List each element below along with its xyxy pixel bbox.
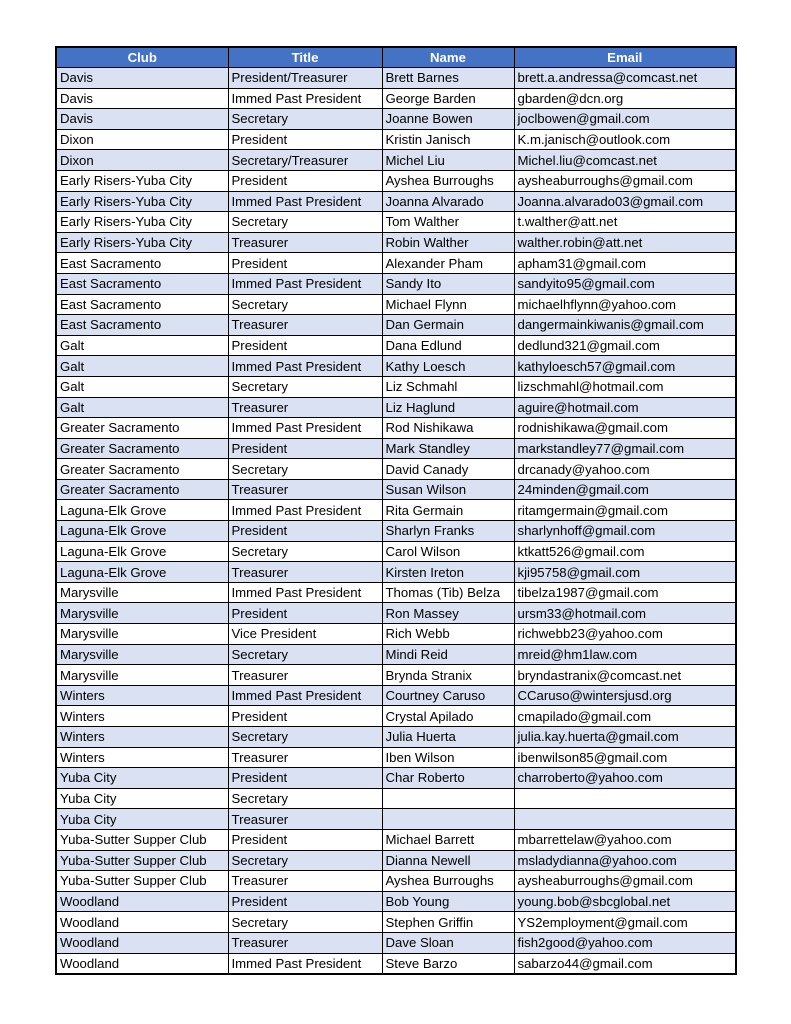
title-cell: Secretary/Treasurer [228, 150, 382, 171]
email-cell: 24minden@gmail.com [514, 479, 736, 500]
title-cell: President [228, 129, 382, 150]
table-row [56, 953, 736, 974]
name-cell: Kirsten Ireton [382, 562, 514, 583]
name-cell: Michael Barrett [382, 829, 514, 850]
title-cell: Treasurer [228, 665, 382, 686]
club-cell: Laguna-Elk Grove [56, 500, 228, 521]
table-header-row [56, 47, 736, 68]
club-cell: Woodland [56, 932, 228, 953]
table-row [56, 191, 736, 212]
title-cell: President [228, 438, 382, 459]
club-cell: Marysville [56, 644, 228, 665]
table-row [56, 829, 736, 850]
club-cell: Laguna-Elk Grove [56, 562, 228, 583]
title-cell: Treasurer [228, 232, 382, 253]
title-cell: President [228, 335, 382, 356]
name-cell: Courtney Caruso [382, 685, 514, 706]
name-cell: Rita Germain [382, 500, 514, 521]
title-cell: Immed Past President [228, 953, 382, 974]
table-row [56, 335, 736, 356]
email-cell: aysheaburroughs@gmail.com [514, 871, 736, 892]
table-row [56, 788, 736, 809]
club-cell: Dixon [56, 150, 228, 171]
table-row [56, 150, 736, 171]
table-row [56, 891, 736, 912]
email-cell: michaelhflynn@yahoo.com [514, 294, 736, 315]
club-cell: Galt [56, 376, 228, 397]
name-cell: Alexander Pham [382, 253, 514, 274]
title-cell: Immed Past President [228, 88, 382, 109]
name-cell: Dave Sloan [382, 932, 514, 953]
club-cell: Laguna-Elk Grove [56, 521, 228, 542]
club-cell: Yuba-Sutter Supper Club [56, 829, 228, 850]
club-cell: East Sacramento [56, 253, 228, 274]
table-row [56, 644, 736, 665]
table-row [56, 685, 736, 706]
email-cell: CCaruso@wintersjusd.org [514, 685, 736, 706]
name-cell: Julia Huerta [382, 727, 514, 748]
title-cell: President/Treasurer [228, 68, 382, 89]
club-cell: Yuba City [56, 768, 228, 789]
title-cell: Secretary [228, 850, 382, 871]
email-cell: ritamgermain@gmail.com [514, 500, 736, 521]
table-row [56, 438, 736, 459]
email-cell: drcanady@yahoo.com [514, 459, 736, 480]
table-row [56, 376, 736, 397]
title-cell: President [228, 253, 382, 274]
name-cell: Robin Walther [382, 232, 514, 253]
club-cell: Galt [56, 397, 228, 418]
name-cell: Michel Liu [382, 150, 514, 171]
name-cell: David Canady [382, 459, 514, 480]
club-cell: Marysville [56, 665, 228, 686]
title-cell: Secretary [228, 727, 382, 748]
name-cell: Susan Wilson [382, 479, 514, 500]
club-cell: Marysville [56, 582, 228, 603]
club-cell: Yuba-Sutter Supper Club [56, 850, 228, 871]
table-row [56, 871, 736, 892]
email-cell: sabarzo44@gmail.com [514, 953, 736, 974]
email-cell: Joanna.alvarado03@gmail.com [514, 191, 736, 212]
table-row [56, 603, 736, 624]
club-cell: East Sacramento [56, 315, 228, 336]
name-cell: Sandy Ito [382, 273, 514, 294]
email-cell: YS2employment@gmail.com [514, 912, 736, 933]
email-cell: dangermainkiwanis@gmail.com [514, 315, 736, 336]
name-cell: Crystal Apilado [382, 706, 514, 727]
title-cell: Immed Past President [228, 356, 382, 377]
club-cell: Marysville [56, 624, 228, 645]
name-cell: Stephen Griffin [382, 912, 514, 933]
title-cell: President [228, 521, 382, 542]
table-row [56, 747, 736, 768]
email-cell: aysheaburroughs@gmail.com [514, 170, 736, 191]
name-cell: Mindi Reid [382, 644, 514, 665]
name-cell: Ron Massey [382, 603, 514, 624]
table-row [56, 562, 736, 583]
email-cell: walther.robin@att.net [514, 232, 736, 253]
column-header-title: Title [228, 47, 382, 68]
column-header-email: Email [514, 47, 736, 68]
name-cell: Bob Young [382, 891, 514, 912]
club-cell: Davis [56, 109, 228, 130]
email-cell: K.m.janisch@outlook.com [514, 129, 736, 150]
email-cell [514, 788, 736, 809]
club-cell: Greater Sacramento [56, 479, 228, 500]
name-cell: Kathy Loesch [382, 356, 514, 377]
title-cell: Secretary [228, 912, 382, 933]
table-row [56, 932, 736, 953]
club-cell: Winters [56, 685, 228, 706]
table-row [56, 273, 736, 294]
title-cell: Secretary [228, 376, 382, 397]
column-header-name: Name [382, 47, 514, 68]
name-cell: Steve Barzo [382, 953, 514, 974]
title-cell: Immed Past President [228, 582, 382, 603]
title-cell: Treasurer [228, 562, 382, 583]
table-row [56, 109, 736, 130]
email-cell: lizschmahl@hotmail.com [514, 376, 736, 397]
table-row [56, 809, 736, 830]
table-row [56, 850, 736, 871]
table-row [56, 170, 736, 191]
title-cell: Treasurer [228, 871, 382, 892]
email-cell: fish2good@yahoo.com [514, 932, 736, 953]
title-cell: Treasurer [228, 809, 382, 830]
table-row [56, 912, 736, 933]
title-cell: Treasurer [228, 397, 382, 418]
title-cell: Secretary [228, 788, 382, 809]
title-cell: President [228, 768, 382, 789]
table-row [56, 479, 736, 500]
title-cell: Secretary [228, 109, 382, 130]
name-cell: Brynda Stranix [382, 665, 514, 686]
name-cell: Ayshea Burroughs [382, 871, 514, 892]
title-cell: President [228, 706, 382, 727]
club-cell: Early Risers-Yuba City [56, 232, 228, 253]
title-cell: Secretary [228, 212, 382, 233]
email-cell: t.walther@att.net [514, 212, 736, 233]
email-cell: charroberto@yahoo.com [514, 768, 736, 789]
name-cell: Dana Edlund [382, 335, 514, 356]
email-cell: ktkatt526@gmail.com [514, 541, 736, 562]
title-cell: Immed Past President [228, 273, 382, 294]
name-cell: Kristin Janisch [382, 129, 514, 150]
title-cell: Vice President [228, 624, 382, 645]
email-cell: ibenwilson85@gmail.com [514, 747, 736, 768]
title-cell: Immed Past President [228, 500, 382, 521]
name-cell: Dianna Newell [382, 850, 514, 871]
name-cell: Char Roberto [382, 768, 514, 789]
table-row [56, 521, 736, 542]
club-cell: Early Risers-Yuba City [56, 191, 228, 212]
table-row [56, 624, 736, 645]
title-cell: Secretary [228, 541, 382, 562]
email-cell: aguire@hotmail.com [514, 397, 736, 418]
email-cell: apham31@gmail.com [514, 253, 736, 274]
title-cell: President [228, 891, 382, 912]
email-cell: markstandley77@gmail.com [514, 438, 736, 459]
club-cell: Woodland [56, 891, 228, 912]
table-row [56, 727, 736, 748]
club-cell: Galt [56, 356, 228, 377]
title-cell: Treasurer [228, 747, 382, 768]
title-cell: Immed Past President [228, 191, 382, 212]
table-row [56, 459, 736, 480]
email-cell: rodnishikawa@gmail.com [514, 418, 736, 439]
email-cell: brett.a.andressa@comcast.net [514, 68, 736, 89]
club-cell: Winters [56, 727, 228, 748]
name-cell: Ayshea Burroughs [382, 170, 514, 191]
name-cell: Michael Flynn [382, 294, 514, 315]
club-cell: Early Risers-Yuba City [56, 170, 228, 191]
name-cell: Tom Walther [382, 212, 514, 233]
title-cell: President [228, 603, 382, 624]
email-cell: ursm33@hotmail.com [514, 603, 736, 624]
table-row [56, 212, 736, 233]
name-cell: Liz Haglund [382, 397, 514, 418]
name-cell: Joanne Bowen [382, 109, 514, 130]
table-row [56, 315, 736, 336]
club-cell: Early Risers-Yuba City [56, 212, 228, 233]
name-cell: Liz Schmahl [382, 376, 514, 397]
title-cell: President [228, 829, 382, 850]
name-cell: Sharlyn Franks [382, 521, 514, 542]
email-cell: mbarrettelaw@yahoo.com [514, 829, 736, 850]
email-cell: young.bob@sbcglobal.net [514, 891, 736, 912]
email-cell: sharlynhoff@gmail.com [514, 521, 736, 542]
name-cell: Iben Wilson [382, 747, 514, 768]
name-cell: Carol Wilson [382, 541, 514, 562]
email-cell: msladydianna@yahoo.com [514, 850, 736, 871]
club-cell: Yuba City [56, 809, 228, 830]
email-cell: kji95758@gmail.com [514, 562, 736, 583]
email-cell: Michel.liu@comcast.net [514, 150, 736, 171]
name-cell: Joanna Alvarado [382, 191, 514, 212]
title-cell: Secretary [228, 644, 382, 665]
table-row [56, 232, 736, 253]
club-cell: East Sacramento [56, 294, 228, 315]
table-row [56, 768, 736, 789]
club-cell: Winters [56, 706, 228, 727]
title-cell: President [228, 170, 382, 191]
table-row [56, 356, 736, 377]
table-row [56, 582, 736, 603]
column-header-club: Club [56, 47, 228, 68]
club-cell: Yuba-Sutter Supper Club [56, 871, 228, 892]
table-row [56, 706, 736, 727]
title-cell: Secretary [228, 294, 382, 315]
email-cell: kathyloesch57@gmail.com [514, 356, 736, 377]
name-cell [382, 788, 514, 809]
name-cell: Rich Webb [382, 624, 514, 645]
table-row [56, 500, 736, 521]
table-row [56, 88, 736, 109]
club-cell: Woodland [56, 953, 228, 974]
club-cell: Greater Sacramento [56, 418, 228, 439]
club-cell: Davis [56, 68, 228, 89]
club-cell: Woodland [56, 912, 228, 933]
title-cell: Treasurer [228, 479, 382, 500]
email-cell: richwebb23@yahoo.com [514, 624, 736, 645]
email-cell: tibelza1987@gmail.com [514, 582, 736, 603]
name-cell: George Barden [382, 88, 514, 109]
table-body [56, 68, 736, 975]
officer-roster-table [55, 46, 737, 975]
club-cell: Marysville [56, 603, 228, 624]
club-cell: Greater Sacramento [56, 438, 228, 459]
name-cell: Mark Standley [382, 438, 514, 459]
email-cell: bryndastranix@comcast.net [514, 665, 736, 686]
email-cell: julia.kay.huerta@gmail.com [514, 727, 736, 748]
table-row [56, 129, 736, 150]
name-cell: Dan Germain [382, 315, 514, 336]
table-row [56, 253, 736, 274]
title-cell: Immed Past President [228, 418, 382, 439]
name-cell: Thomas (Tib) Belza [382, 582, 514, 603]
table-row [56, 665, 736, 686]
club-cell: Dixon [56, 129, 228, 150]
table-row [56, 418, 736, 439]
title-cell: Secretary [228, 459, 382, 480]
email-cell: cmapilado@gmail.com [514, 706, 736, 727]
club-cell: Galt [56, 335, 228, 356]
name-cell [382, 809, 514, 830]
club-cell: Laguna-Elk Grove [56, 541, 228, 562]
table-row [56, 541, 736, 562]
name-cell: Rod Nishikawa [382, 418, 514, 439]
club-cell: Winters [56, 747, 228, 768]
club-cell: Davis [56, 88, 228, 109]
club-cell: East Sacramento [56, 273, 228, 294]
club-cell: Yuba City [56, 788, 228, 809]
title-cell: Treasurer [228, 932, 382, 953]
table-row [56, 68, 736, 89]
table-row [56, 397, 736, 418]
email-cell [514, 809, 736, 830]
email-cell: joclbowen@gmail.com [514, 109, 736, 130]
name-cell: Brett Barnes [382, 68, 514, 89]
email-cell: sandyito95@gmail.com [514, 273, 736, 294]
table-row [56, 294, 736, 315]
club-cell: Greater Sacramento [56, 459, 228, 480]
email-cell: dedlund321@gmail.com [514, 335, 736, 356]
title-cell: Treasurer [228, 315, 382, 336]
email-cell: gbarden@dcn.org [514, 88, 736, 109]
title-cell: Immed Past President [228, 685, 382, 706]
email-cell: mreid@hm1law.com [514, 644, 736, 665]
